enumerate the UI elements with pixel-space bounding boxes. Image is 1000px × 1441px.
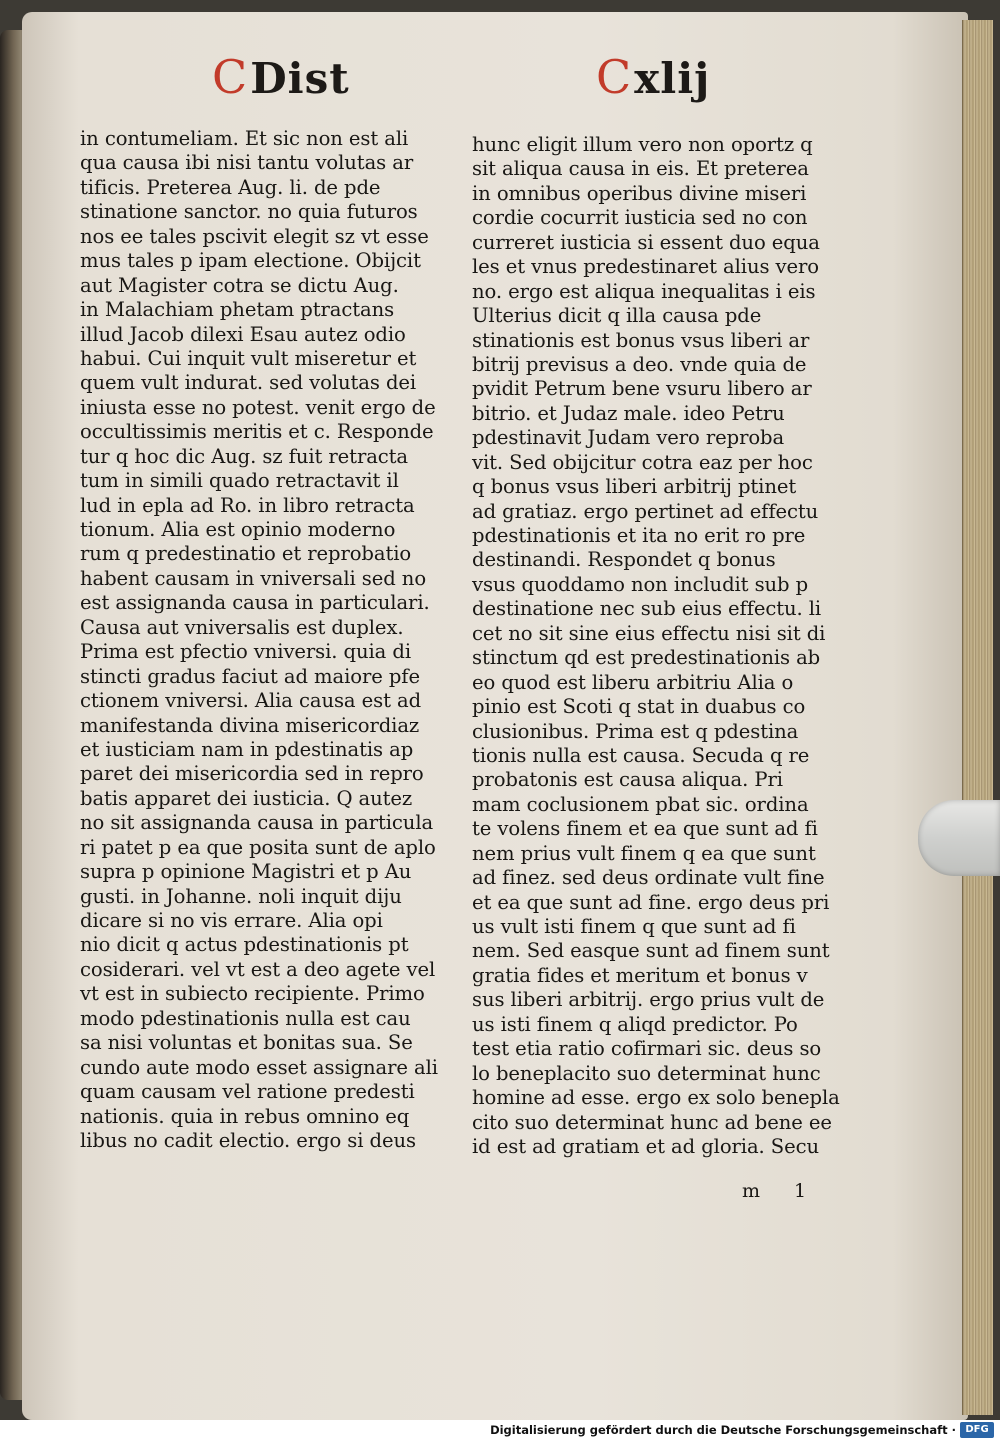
- text-line: ad gratiaz. ergo pertinet ad effectu: [472, 499, 819, 523]
- text-line: tur q hoc dic Aug. sz fuit retracta: [80, 444, 409, 468]
- rubric-initial-mark: C: [212, 50, 249, 104]
- text-line: nationis. quia in rebus omnino eq: [80, 1104, 410, 1128]
- text-line: pdestinationis et ita no erit ro pre: [472, 524, 806, 547]
- text-line: stinatione sanctor. no quia futuros: [80, 200, 418, 224]
- text-line: cosiderari. vel vt est a deo agete vel: [80, 957, 436, 981]
- text-line: sus liberi arbitrij. ergo prius vult de: [472, 988, 825, 1012]
- text-line: pdestinavit Judam vero reproba: [472, 426, 785, 450]
- text-line: in contumeliam. Et sic non est ali: [80, 127, 409, 150]
- text-line: gratia fides et meritum et bonus v: [472, 963, 808, 987]
- text-line: quam causam vel ratione predesti: [80, 1080, 415, 1104]
- funding-credit: Digitalisierung gefördert durch die Deutsche Forschungsgemeinschaft ·: [490, 1423, 956, 1437]
- text-line: sa nisi voluntas et bonitas sua. Se: [80, 1031, 413, 1055]
- text-line: est assignanda causa in particulari.: [80, 591, 430, 615]
- text-line: te volens finem et ea que sunt ad fi: [472, 817, 818, 841]
- text-line: tum in simili quado retractavit il: [80, 469, 399, 493]
- text-line: id est ad gratiam et ad gloria. Secu: [472, 1134, 820, 1158]
- text-line: lo beneplacito suo determinat hunc: [472, 1061, 821, 1085]
- text-line: Causa aut vniversalis est duplex.: [80, 615, 404, 639]
- text-line: ad finez. sed deus ordinate vult fine: [472, 866, 825, 890]
- text-line: occultissimis meritis et c. Responde: [80, 420, 434, 444]
- text-line: gusti. in Johanne. noli inquit diju: [80, 884, 402, 908]
- text-line: vt est in subiecto recipiente. Primo: [80, 982, 425, 1006]
- running-head-left-text: Dist: [250, 54, 350, 103]
- text-line: bitrij previsus a deo. vnde quia de: [472, 352, 807, 376]
- text-line: sit aliqua causa in eis. Et preterea: [472, 157, 809, 181]
- text-line: libus no cadit electio. ergo si deus: [80, 1128, 416, 1152]
- text-line: test etia ratio cofirmari sic. deus so: [472, 1037, 822, 1061]
- text-line: cordie cocurrit iusticia sed no con: [472, 206, 808, 230]
- text-line: cet no sit sine eius effectu nisi sit di: [472, 621, 826, 645]
- page-fore-edge: [962, 20, 993, 1415]
- text-line: lud in epla ad Ro. in libro retracta: [80, 493, 415, 517]
- text-line: homine ad esse. ergo ex solo benepla: [472, 1086, 840, 1110]
- text-line: mam coclusionem pbat sic. ordina: [472, 792, 809, 816]
- text-line: les et vnus predestinaret alius vero: [472, 255, 819, 279]
- text-line: aut Magister cotra se dictu Aug.: [80, 273, 399, 297]
- text-line: qua causa ibi nisi tantu volutas ar: [80, 151, 414, 175]
- text-line: tificis. Preterea Aug. li. de pde: [80, 175, 381, 199]
- text-line: Ulterius dicit q illa causa pde: [472, 304, 762, 328]
- text-line: ctionem vniversi. Alia causa est ad: [80, 689, 422, 713]
- text-line: stinationis est bonus vsus liberi ar: [472, 328, 810, 352]
- text-line: stinctum qd est predestinationis ab: [472, 646, 821, 670]
- text-line: eo quod est liberu arbitriu Alia o: [472, 670, 794, 694]
- text-line: tionum. Alia est opinio moderno: [80, 518, 396, 541]
- text-line: supra p opinione Magistri et p Au: [80, 860, 412, 884]
- text-column-right: [472, 133, 842, 1159]
- text-line: us isti finem q aliqd predictor. Po: [472, 1012, 798, 1036]
- dfg-logo-icon: DFG: [960, 1422, 994, 1438]
- text-line: no. ergo est aliqua inequalitas i eis: [472, 279, 816, 303]
- text-line: pinio est Scoti q stat in duabus co: [472, 695, 806, 719]
- running-head-right-text: xlij: [634, 54, 711, 103]
- running-head-left: [212, 50, 350, 104]
- text-line: modo pdestinationis nulla est cau: [80, 1006, 411, 1030]
- text-line: nem prius vult finem q ea que sunt: [472, 841, 816, 865]
- text-line: vsus quoddamo non includit sub p: [472, 572, 809, 596]
- text-line: Prima est pfectio vniversi. quia di: [80, 640, 412, 664]
- text-line: cito suo determinat hunc ad bene ee: [472, 1110, 832, 1134]
- text-line: tionis nulla est causa. Secuda q re: [472, 743, 810, 767]
- text-line: dicare si no vis errare. Alia opi: [80, 909, 383, 932]
- text-line: vit. Sed obijcitur cotra eaz per hoc: [472, 450, 813, 474]
- text-line: et ea que sunt ad fine. ergo deus pri: [472, 890, 830, 914]
- text-line: q bonus vsus liberi arbitrij ptinet: [472, 475, 797, 499]
- signature-mark: m 1: [742, 1180, 821, 1202]
- book-clip: [918, 800, 1000, 876]
- text-line: nem. Sed easque sunt ad finem sunt: [472, 939, 830, 963]
- digitization-footer: [0, 1420, 1000, 1441]
- text-line: curreret iusticia si essent duo equa: [472, 230, 820, 254]
- text-line: quem vult indurat. sed volutas dei: [80, 371, 417, 395]
- text-line: in Malachiam phetam ptractans: [80, 298, 395, 322]
- text-line: ri patet p ea que posita sunt de aplo: [80, 835, 436, 859]
- text-line: in omnibus operibus divine miseri: [472, 181, 807, 205]
- text-line: destinandi. Respondet q bonus: [472, 548, 776, 572]
- text-line: habui. Cui inquit vult miseretur et: [80, 346, 417, 370]
- text-line: manifestanda divina misericordiaz: [80, 713, 420, 737]
- text-line: nos ee tales pscivit elegit sz vt esse: [80, 224, 429, 248]
- text-line: paret dei misericordia sed in repro: [80, 762, 424, 786]
- text-line: batis apparet dei iusticia. Q autez: [80, 786, 413, 810]
- text-line: hunc eligit illum vero non oportz q: [472, 133, 813, 156]
- text-line: pvidit Petrum bene vsuru libero ar: [472, 377, 812, 401]
- text-line: stincti gradus faciut ad maiore pfe: [80, 664, 420, 688]
- text-line: us vult isti finem q que sunt ad fi: [472, 915, 796, 938]
- running-head-right: [596, 50, 710, 104]
- text-line: cundo aute modo esset assignare ali: [80, 1055, 438, 1079]
- text-line: bitrio. et Judaz male. ideo Petru: [472, 401, 785, 425]
- text-line: clusionibus. Prima est q pdestina: [472, 719, 799, 743]
- text-line: illud Jacob dilexi Esau autez odio: [80, 322, 406, 346]
- text-line: probatonis est causa aliqua. Pri: [472, 768, 783, 792]
- text-line: iniusta esse no potest. venit ergo de: [80, 395, 436, 419]
- rubric-initial-mark: C: [596, 50, 633, 104]
- text-line: mus tales p ipam electione. Obijcit: [80, 249, 421, 273]
- text-line: rum q predestinatio et reprobatio: [80, 542, 412, 566]
- text-line: habent causam in vniversali sed no: [80, 566, 427, 590]
- text-column-left: [80, 127, 450, 1153]
- text-line: nio dicit q actus pdestinationis pt: [80, 933, 409, 957]
- text-line: no sit assignanda causa in particula: [80, 811, 434, 835]
- text-line: destinatione nec sub eius effectu. li: [472, 597, 822, 621]
- text-line: et iusticiam nam in pdestinatis ap: [80, 737, 414, 761]
